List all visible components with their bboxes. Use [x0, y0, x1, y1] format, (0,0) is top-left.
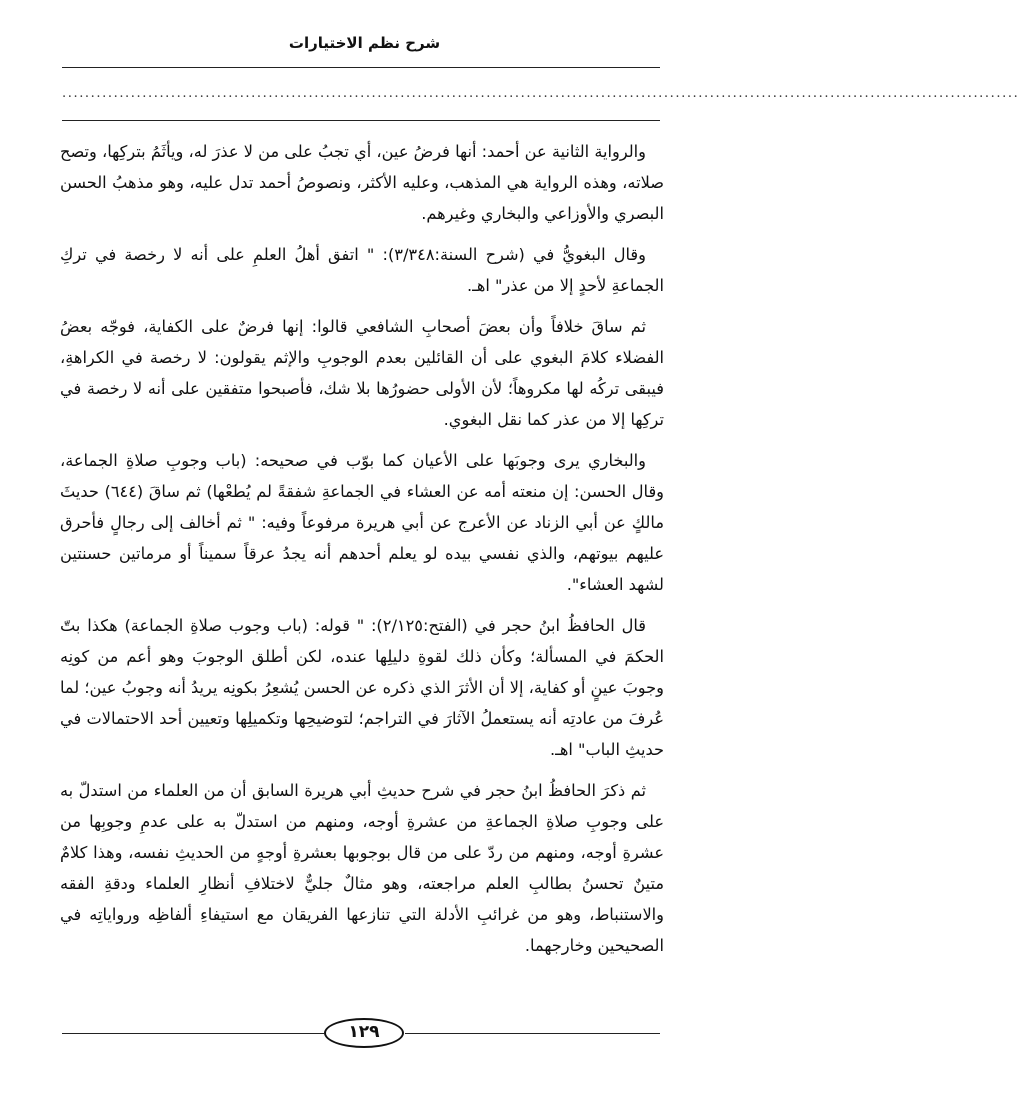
paragraph: قال الحافظُ ابنُ حجر في (الفتح:٢/١٢٥): " قوله: (باب وجوب صلاةِ الجماعة) هكذا بتّ الحكمَ في المسألة؛ وكأن ذلك لقوةِ دليلِها عنده، لكن أطلق الوجوبَ وهو أعم من كونِه وجوبَ عينٍ أو كفاية، إلا أن الأثرَ الذي ذكره عن الحسن يُشعِرُ بكونِه يريدُ أنه وجوبُ عين؛ لما عُرفَ من عادتِه أنه يستعملُ الآثارَ في التراجم؛ لتوضيحِها وتكميلِها وتعيين أحد الاحتمالات في حديثِ الباب" اهـ.	[60, 616, 664, 759]
paragraph: والرواية الثانية عن أحمد: أنها فرضُ عين، أي تجبُ على من لا عذرَ له، ويأثَمُ بتركِها، وتصح صلاته، وهذه الرواية هي المذهب، وعليه الأكثر، ونصوصُ أحمد تدل عليه، وهو مذهبُ الحسن البصري والأوزاعي والبخاري وغيرهم.	[60, 142, 664, 223]
header-rule	[62, 67, 660, 68]
dotted-divider: .......................................................................................................................................................................	[62, 86, 1019, 101]
paragraph: ثم ساقَ خلافاً وأن بعضَ أصحابِ الشافعي قالوا: إنها فرضٌ على الكفاية، فوجّه بعضُ الفضلاء كلامَ البغوي على أن القائلين بعدم الوجوبِ والإثم يقولون: لا رخصة في الكراهةِ، فيبقى تركُه لها مكروهاً؛ لأن الأولى حضورُها بلا شك، فأصبحوا متفقين على أنه لا رخصة في تركِها إلا من عذر كما نقل البغوي.	[60, 317, 664, 429]
paragraph: والبخاري يرى وجوبَها على الأعيان كما بوّب في صحيحه: (باب وجوبِ صلاةِ الجماعة، وقال الحسن: إن منعته أمه عن العشاء في الجماعةِ شفقةً لم يُطعْها) ثم ساقَ (٦٤٤) حديثَ مالكٍ عن أبي الزناد عن الأعرج عن أبي هريرة مرفوعاً وفيه: " ثم أخالف إلى رجالٍ فأحرق عليهم بيوتهم، والذي نفسي بيده لو يعلم أحدهم أنه يجدُ عرقاً سميناً أو مرماتين حسنتين لشهد العشاء".	[60, 451, 664, 594]
footer-rule-right	[405, 1033, 660, 1034]
page-number: ١٢٩	[324, 1018, 404, 1048]
footer-rule-left	[62, 1033, 324, 1034]
paragraph: وقال البغويُّ في (شرح السنة:٣/٣٤٨): " اتفق أهلُ العلمِ على أنه لا رخصة في تركِ الجماعةِ لأحدٍ إلا من عذر" اهـ.	[60, 245, 664, 295]
paragraph: ثم ذكرَ الحافظُ ابنُ حجر في شرح حديثِ أبي هريرة السابق أن من العلماء من استدلّ به على وجوبِ صلاةِ الجماعةِ من عشرةِ أوجه، ومنهم من استدلّ به على عدمِ وجوبِها من عشرةِ أوجه، ومنهم من ردّ على من قال بوجوبها بعشرةِ أوجهٍ من الحديثِ نفسه، وهذا كلامٌ متينٌ تحسنُ بطالبِ العلم مراجعته، وهو مثالٌ جليٌّ لاختلافِ أنظارِ العلماء ودقةِ الفقه والاستنباط، وهو من غرائبِ الأدلة التي تنازعها الفريقان مع استيفاءِ ألفاظِه ورواياتِه في الصحيحين وخارجهما.	[60, 781, 664, 955]
running-header-title: شرح نظم الاختيارات	[288, 34, 441, 52]
header-rule-lower	[62, 120, 660, 121]
body-text	[60, 136, 664, 961]
